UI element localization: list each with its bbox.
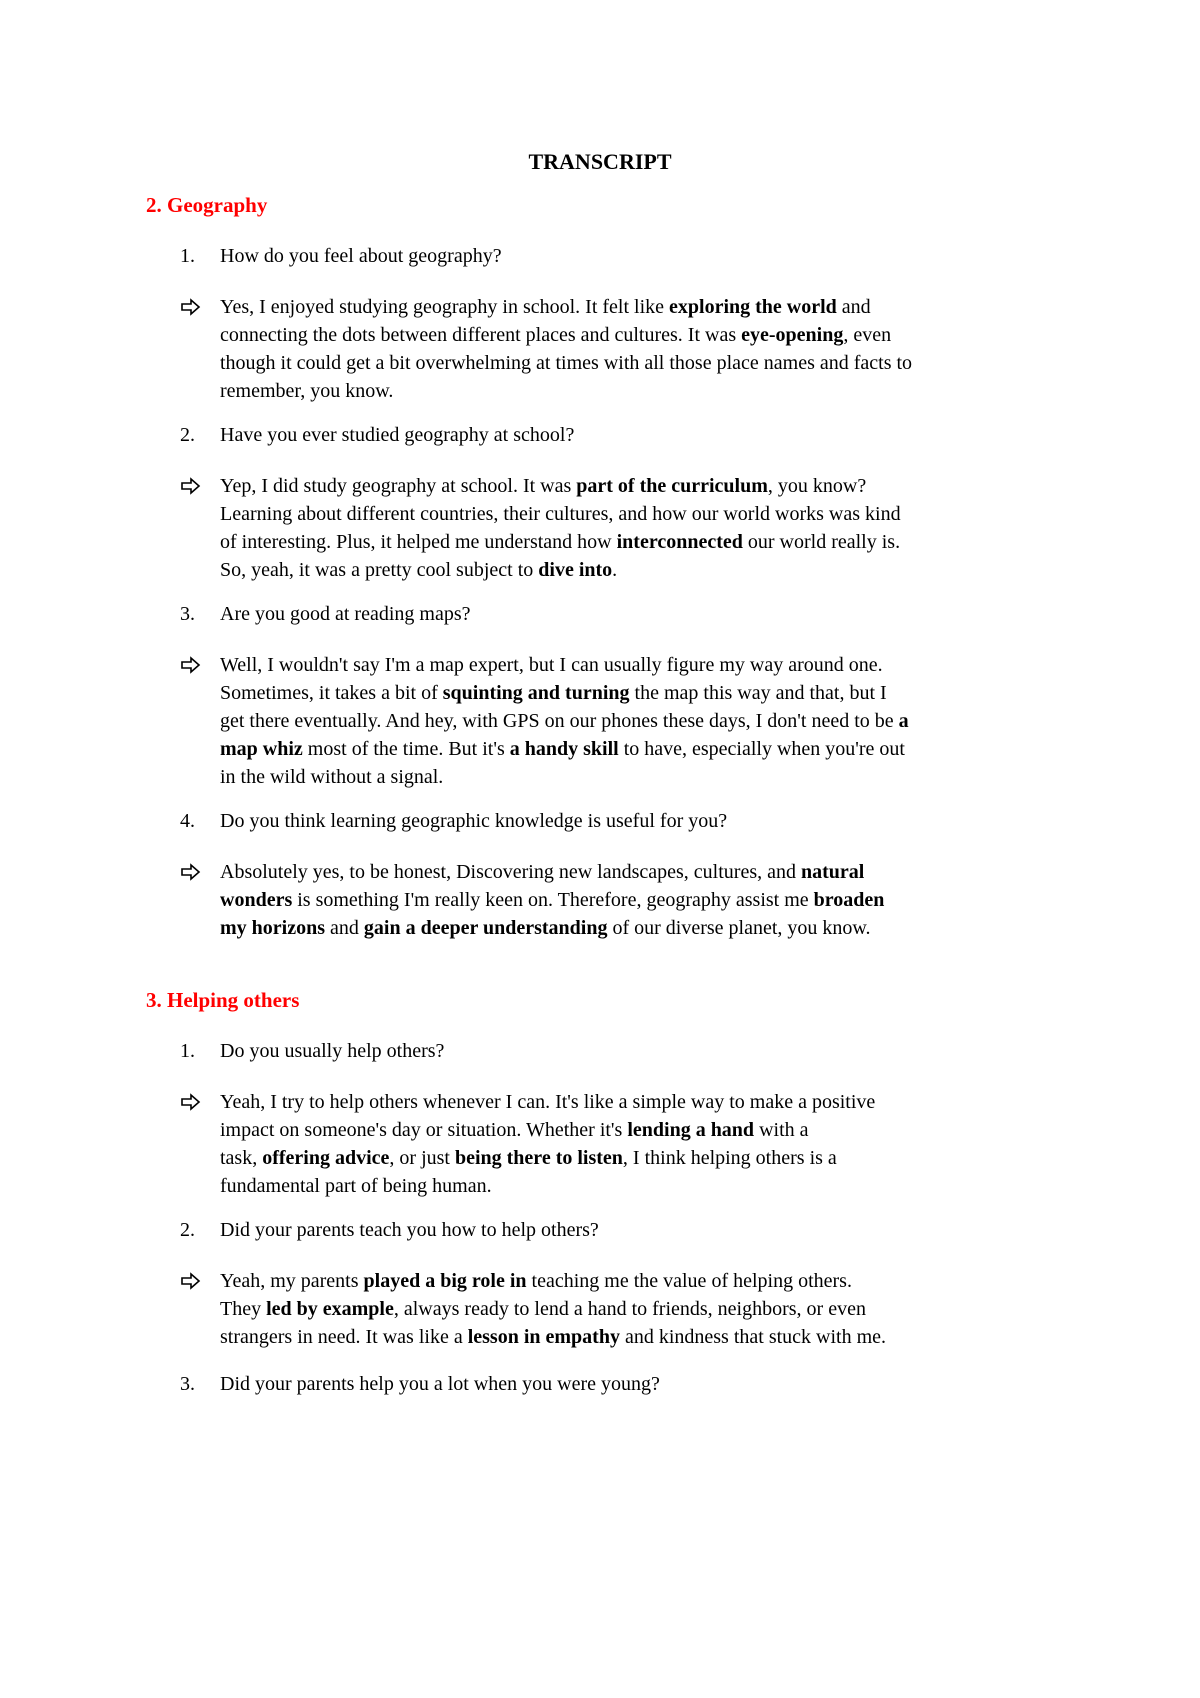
answer-line <box>220 1267 1080 1295</box>
question-number: 2. <box>180 424 195 446</box>
key-phrase: part of the curriculum <box>576 475 768 497</box>
question-number: 1. <box>180 245 195 267</box>
answer-line <box>220 1088 1080 1116</box>
answer-text <box>220 858 1080 942</box>
key-phrase: interconnected <box>616 531 743 553</box>
answer-fragment: , even <box>843 324 892 346</box>
answer-fragment: Sometimes, it takes a bit of <box>220 682 443 704</box>
answer-fragment: strangers in need. It was like a <box>220 1326 468 1348</box>
answer-fragment: our world really is. <box>742 531 901 553</box>
section-heading: 2. Geography <box>146 193 268 217</box>
key-phrase: played a big role in <box>363 1270 527 1292</box>
answer-line <box>220 679 1080 707</box>
answer-fragment: Yep, I did study geography at school. It was <box>220 475 577 497</box>
answer-line <box>220 914 1080 942</box>
question-number: 2. <box>180 1219 195 1241</box>
answer-line <box>220 1323 1080 1351</box>
answer-fragment: , you know? <box>767 475 867 497</box>
answer-line <box>220 500 1080 528</box>
answer-fragment: Learning about different countries, their cultures, and how our world works was kind <box>220 503 901 525</box>
answer-line <box>220 735 1080 763</box>
key-phrase: a handy skill <box>509 738 619 760</box>
answer-fragment: So, yeah, it was a pretty cool subject to <box>220 559 539 581</box>
question-number: 3. <box>180 1373 195 1395</box>
answer-line <box>220 1144 1080 1172</box>
answer-fragment: , I think helping others is a <box>622 1147 837 1169</box>
answer-fragment: Yes, I enjoyed studying geography in school. It felt like <box>220 296 670 318</box>
answer-fragment: Yeah, I try to help others whenever I can. It's like a simple way to make a positive <box>220 1091 876 1113</box>
arrow-right-outline-icon <box>180 297 202 317</box>
arrow-right-outline-icon <box>180 1092 202 1112</box>
answer-fragment: of our diverse planet, you know. <box>607 917 871 939</box>
answer-fragment: impact on someone's day or situation. Whether it's <box>220 1119 628 1141</box>
key-phrase: squinting and turning <box>442 682 630 704</box>
key-phrase: my horizons <box>220 917 325 939</box>
answer-text <box>220 651 1080 791</box>
question-text: Did your parents help you a lot when you were young? <box>220 1373 660 1395</box>
key-phrase: lesson in empathy <box>467 1326 620 1348</box>
section-heading: 3. Helping others <box>146 988 300 1012</box>
arrow-right-outline-icon <box>180 1271 202 1291</box>
answer-line <box>220 1172 1080 1200</box>
answer-text <box>220 293 1080 405</box>
answer-fragment: and <box>325 917 364 939</box>
answer-line <box>220 472 1080 500</box>
answer-fragment: They <box>220 1298 267 1320</box>
answer-line <box>220 886 1080 914</box>
answer-line <box>220 707 1080 735</box>
answer-fragment: remember, you know. <box>220 380 394 402</box>
answer-fragment: and <box>836 296 871 318</box>
question-number: 1. <box>180 1040 195 1062</box>
document-title: TRANSCRIPT <box>528 149 672 174</box>
answer-fragment: to have, especially when you're out <box>618 738 905 760</box>
key-phrase: gain a deeper understanding <box>363 917 608 939</box>
question-text: Did your parents teach you how to help others? <box>220 1219 599 1241</box>
answer-line <box>220 651 1080 679</box>
key-phrase: dive into <box>538 559 613 581</box>
answer-fragment: fundamental part of being human. <box>220 1175 492 1197</box>
answer-line <box>220 1116 1080 1144</box>
answer-text <box>220 1088 1080 1200</box>
key-phrase: broaden <box>813 889 885 911</box>
key-phrase: lending a hand <box>627 1119 755 1141</box>
key-phrase: map whiz <box>220 738 303 760</box>
answer-fragment: of interesting. Plus, it helped me understand how <box>220 531 617 553</box>
answer-fragment: get there eventually. And hey, with GPS on our phones these days, I don't need to be <box>220 710 899 732</box>
answer-fragment: , or just <box>389 1147 455 1169</box>
answer-fragment: Well, I wouldn't say I'm a map expert, but I can usually figure my way around one. <box>220 654 883 676</box>
key-phrase: natural <box>800 861 865 883</box>
answer-text <box>220 472 1080 584</box>
key-phrase: offering advice <box>262 1147 390 1169</box>
answer-fragment: the map this way and that, but I <box>629 682 887 704</box>
answer-line <box>220 1295 1080 1323</box>
answer-text <box>220 1267 1080 1351</box>
answer-fragment: , always ready to lend a hand to friends, neighbors, or even <box>393 1298 866 1320</box>
key-phrase: a <box>898 710 909 732</box>
answer-fragment: in the wild without a signal. <box>220 766 444 788</box>
answer-line <box>220 858 1080 886</box>
answer-fragment: Absolutely yes, to be honest, Discovering new landscapes, cultures, and <box>220 861 801 883</box>
answer-fragment: is something I'm really keen on. Therefore, geography assist me <box>292 889 814 911</box>
arrow-right-outline-icon <box>180 655 202 675</box>
answer-line <box>220 321 1080 349</box>
question-text: Do you think learning geographic knowledge is useful for you? <box>220 810 728 832</box>
question-number: 3. <box>180 603 195 625</box>
question-text: Are you good at reading maps? <box>220 603 471 625</box>
key-phrase: eye-opening <box>741 324 844 346</box>
answer-fragment: though it could get a bit overwhelming at times with all those place names and facts to <box>220 352 913 374</box>
question-text: How do you feel about geography? <box>220 245 502 267</box>
key-phrase: wonders <box>220 889 293 911</box>
answer-line <box>220 528 1080 556</box>
answer-line <box>220 556 1080 584</box>
question-text: Do you usually help others? <box>220 1040 445 1062</box>
answer-fragment: task, <box>220 1147 263 1169</box>
arrow-right-outline-icon <box>180 476 202 496</box>
question-number: 4. <box>180 810 195 832</box>
answer-fragment: most of the time. But it's <box>302 738 510 760</box>
answer-line <box>220 377 1080 405</box>
key-phrase: being there to listen <box>454 1147 623 1169</box>
arrow-right-outline-icon <box>180 862 202 882</box>
answer-fragment: . <box>612 559 618 581</box>
question-text: Have you ever studied geography at school? <box>220 424 575 446</box>
answer-line <box>220 293 1080 321</box>
answer-fragment: connecting the dots between different places and cultures. It was <box>220 324 742 346</box>
answer-fragment: with a <box>754 1119 809 1141</box>
key-phrase: led by example <box>266 1298 394 1320</box>
answer-fragment: and kindness that stuck with me. <box>619 1326 887 1348</box>
answer-line <box>220 349 1080 377</box>
answer-fragment: teaching me the value of helping others. <box>526 1270 852 1292</box>
key-phrase: exploring the world <box>669 296 837 318</box>
answer-line <box>220 763 1080 791</box>
answer-fragment: Yeah, my parents <box>220 1270 364 1292</box>
